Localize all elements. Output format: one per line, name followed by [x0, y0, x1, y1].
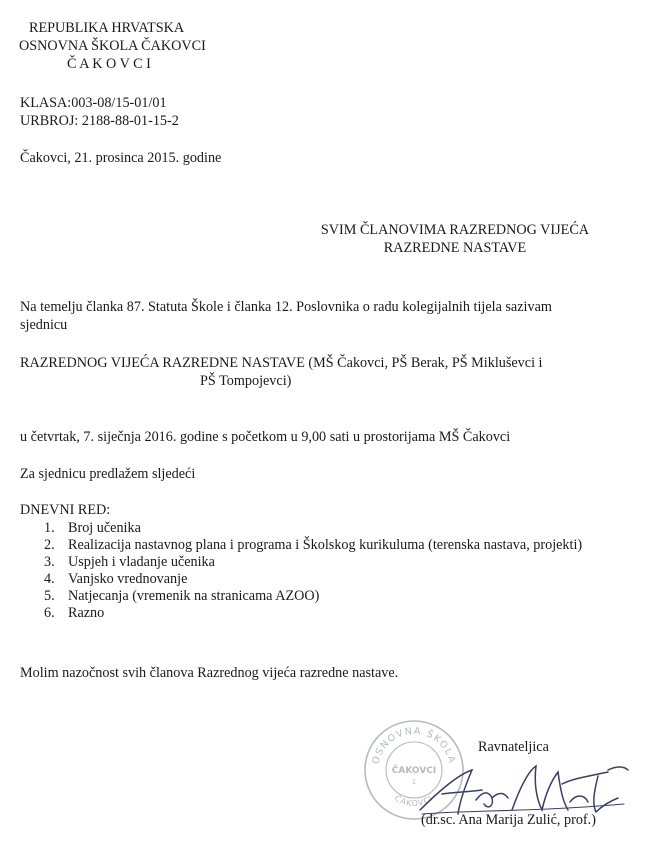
meeting-time: u četvrtak, 7. siječnja 2016. godine s početkom u 9,00 sati u prostorijama MŠ Čakovci [20, 429, 511, 445]
agenda-proposal: Za sjednicu predlažem sljedeći [20, 466, 196, 482]
agenda-item-number: 1. [44, 520, 55, 536]
agenda-item-number: 5. [44, 588, 55, 604]
agenda-item [20, 571, 640, 588]
council-line-2: PŠ Tompojevci) [200, 373, 292, 389]
closing-request: Molim nazočnost svih članova Razrednog vijeća razredne nastave. [20, 665, 399, 681]
agenda-item-text: Natjecanja (vremenik na stranicama AZOO) [68, 588, 320, 604]
agenda [20, 502, 640, 622]
letterhead-line-3: Č A K O V C I [67, 56, 151, 72]
signatory-title: Ravnateljica [478, 739, 549, 755]
agenda-item [20, 537, 640, 554]
letterhead-line-2: OSNOVNA ŠKOLA ČAKOVCI [19, 38, 206, 54]
agenda-item-number: 2. [44, 537, 55, 553]
agenda-item-text: Razno [68, 605, 105, 621]
signatory-name: (dr.sc. Ana Marija Zulić, prof.) [421, 812, 596, 828]
agenda-title: DNEVNI RED: [20, 502, 111, 518]
agenda-item-number: 4. [44, 571, 55, 587]
place-date: Čakovci, 21. prosinca 2015. godine [20, 150, 222, 166]
svg-text:1: 1 [411, 778, 417, 786]
agenda-item-number: 3. [44, 554, 55, 570]
recipient-line-1: SVIM ČLANOVIMA RAZREDNOG VIJEĆA [320, 222, 590, 238]
agenda-item-text: Realizacija nastavnog plana i programa i Školskog kurikuluma (terenska nastava, projekti) [68, 537, 583, 553]
intro-line-2: sjednicu [20, 317, 68, 333]
agenda-item-text: Broj učenika [68, 520, 141, 536]
agenda-item-text: Uspjeh i vladanje učenika [68, 554, 215, 570]
agenda-item-number: 6. [44, 605, 55, 621]
urbroj-line: URBROJ: 2188-88-01-15-2 [20, 113, 179, 129]
stamp-center-text: ČAKOVCI [391, 766, 437, 776]
letterhead-line-1: REPUBLIKA HRVATSKA [29, 20, 185, 36]
agenda-item [20, 554, 640, 571]
stamp-bottom-text: ČAKOVCI [393, 793, 435, 809]
klasa-line: KLASA:003-08/15-01/01 [20, 95, 167, 111]
agenda-item [20, 520, 640, 537]
agenda-item-text: Vanjsko vrednovanje [68, 571, 188, 587]
agenda-item [20, 588, 640, 605]
intro-line-1: Na temelju članka 87. Statuta Škole i članka 12. Poslovnika o radu kolegijalnih tijela sazivam [20, 299, 552, 315]
stamp-top-text: OSNOVNA ŠKOLA [370, 725, 458, 766]
recipient-line-2: RAZREDNE NASTAVE [383, 240, 527, 256]
council-line-1: RAZREDNOG VIJEĆA RAZREDNE NASTAVE (MŠ Čakovci, PŠ Berak, PŠ Mikluševci i [20, 355, 543, 371]
agenda-item [20, 605, 640, 622]
